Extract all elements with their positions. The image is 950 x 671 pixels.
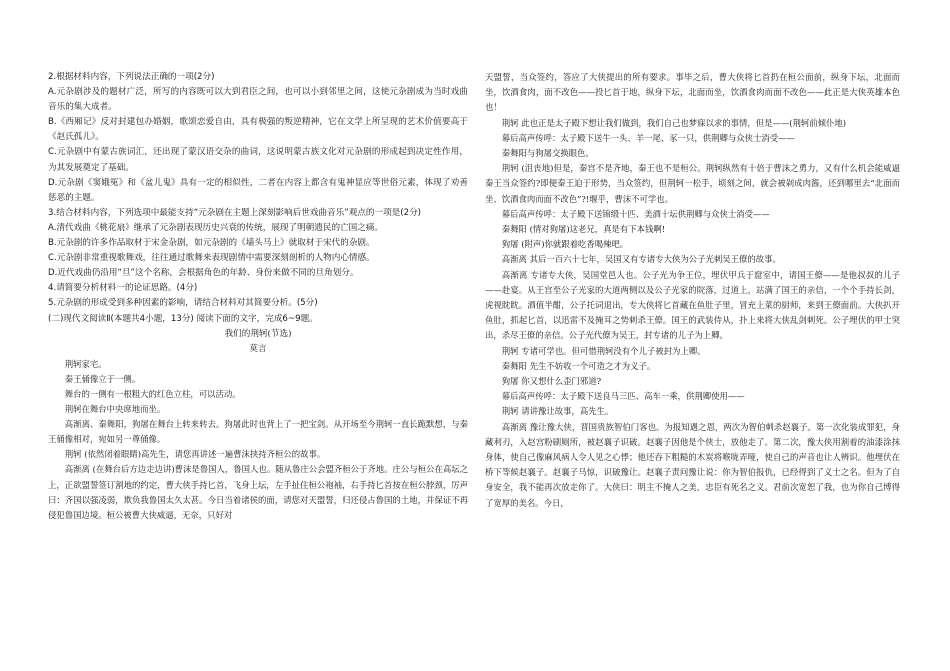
script-line: 高渐离 其后一百六十七年，吴国又有专诸专大侠为公子光刺吴王僚的故事。	[501, 254, 781, 265]
q2-option-c: C.元杂剧中有蒙古族词汇，还出现了蒙汉语交杂的曲词，这说明蒙古族文化对元杂剧的形成起到决定性作用，为其发展奠定了基础。	[48, 147, 468, 173]
script-line: 秦舞阳 (情对狗屠)这老兄，真是有下本钱啊!	[501, 224, 666, 235]
script-line: 荆轲 (依然闭着眼睛)高先生，请您再讲述一遍曹沫挟持齐桓公的故事。	[64, 449, 326, 460]
script-line: 狗屠 (附声)你就跟着吃香喝辣吧。	[501, 239, 629, 250]
script-line: 荆轲 此也正是太子殿下想让我们做到，我们自己也梦寐以求的事情，但是——(荆轲前倾仆地)	[501, 117, 846, 128]
q2-option-a: A.元杂剧涉及的题材广泛，所写的内容既可以大到君臣之间，也可以小到邻里之间，这使元杂剧成为当时戏曲音乐的集大成者。	[48, 87, 468, 113]
script-line: 高渐离 (在舞台后方边走边讲)曹沫是鲁国人，鲁国人也。随从鲁庄公会盟齐桓公于齐地。庄公与桓公在高坛之上，正欲盟誓签订割地的约定，曹大侠手持匕首，飞身上坛，左手扯住桓公袍袖，右手持匕首按在桓公脖颈，厉声曰：齐国以强凌弱，欺负我鲁国太久太甚。今日当着诸侯的面，请您对天盟誓，归还侵占鲁国的土地，并保证不再侵犯鲁国边境。桓公被曹大侠威逼，无奈，只好对	[48, 464, 468, 520]
q3-stem: 3.结合材料内容，下列选项中最能支持“元杂剧在主题上深刻影响后世戏曲音乐”观点的一项是(2分)	[48, 207, 422, 218]
q2-option-b: B.《西厢记》反对封建包办婚姻，歌颂恋爱自由，具有极强的叛逆精神，它在文学上所呈现的艺术价值要高于《赵氏孤儿》。	[48, 117, 468, 143]
script-line: 荆轲 专诸可学也。但可惜荆轲没有个儿子被封为上卿。	[501, 345, 706, 356]
script-line: 荆轲家宅。	[64, 358, 107, 369]
text-title: 我们的荆轲(节选)	[224, 328, 292, 339]
script-line: 高渐离 豫让豫大侠，晋国贵族智伯门客也。为报知遇之恩，两次为智伯刺杀赵襄子。第一次化装成罪犯，身藏利刃，入赵宫粉刷厕所，被赵襄子识破。赵襄子因他是个侠士，放他走了。第二次，豫大侠用割着的油漆涂抹身体，使自己像麻风病人令人见之心悸；他还吞下粗糙的木炭将喉咙弄哑，使自己的声音也让人辨识。他埋伏在桥下等候赵襄子。赵襄子马惊，识破豫让。赵襄子责问豫让说：你为智伯报仇，已经得到了义士之名。但为了自身安全，我不能再次放走你了。大侠曰：明主不掩人之美，忠臣有死名之义。君前次宽恕了我，也为你自己博得了宽厚的美名。今日，	[485, 421, 900, 508]
script-line: 幕后高声传呼：太子殿下送良马三匹、高车一乘，供荆卿使用——	[501, 391, 745, 402]
q3-option-a: A.清代戏曲《桃花扇》继承了元杂剧表现历史兴衰的传统，展现了明朝遗民的亡国之痛。	[48, 222, 384, 233]
script-line: 狗屠 你又想什么歪门邪道?	[501, 376, 602, 387]
script-line: 幕后高声传呼：太子殿下送牛一头、羊一尾、豕一只，供荆卿与众侠士消受——	[501, 132, 795, 143]
section-2-heading: (二)现代文阅读Ⅱ(本题共4小题，13分) 阅读下面的文字，完成6~9题。	[48, 313, 318, 324]
script-line: 幕后高声传呼：太子殿下送锦缎十匹、美酒十坛供荆卿与众侠士消受——	[501, 208, 770, 219]
script-line: 荆轲 请讲豫让故事，高先生。	[501, 406, 614, 417]
q3-option-b: B.元杂剧的许多作品取材于宋金杂剧，如元杂剧的《墙头马上》就取材于宋代的杂剧。	[48, 238, 375, 249]
right-column	[485, 70, 900, 511]
script-line: 秦王俑像立于一侧。	[64, 373, 141, 384]
script-line: 荆轲在舞台中央席地而坐。	[64, 404, 166, 415]
q3-option-c: C.元杂剧非常重视歌舞戏，往往通过歌舞来表现剧情中需要深刻剖析的人物内心情感。	[48, 253, 375, 264]
q2-option-d: D.元杂剧《窦娥冤》和《盆儿鬼》具有一定的相似性，二者在内容上都含有鬼神显应等世俗元素，体现了劝善惩恶的主题。	[48, 177, 468, 203]
script-line: 高渐离 专诸专大侠，吴国堂邑人也。公子光为争王位，埋伏甲兵于窟室中，请国王僚——是他叔叔的儿子——赴宴。从王宫至公子光家的大道两侧以及公子光家的院落，过道上，站满了国王的亲信，一个个手持长剑，虎视眈眈。酒值半酣，公子托词退出，专大侠将匕首藏在鱼肚子里，冒充上菜的厨师，来到王僚面前。大侠扒开鱼肚，抓起匕首，以迅雷不及掩耳之势刺杀王僚。国王的武装侍从，扑上来将大侠乱剑刺死。公子埋伏的甲士突出，杀尽王僚的亲信。公子光代僚为吴王，封专诸的儿子为上卿。	[485, 269, 900, 341]
script-line: 舞台的一侧有一根粗大的红色立柱，可以活动。	[64, 388, 241, 399]
q2-stem: 2.根据材料内容，下列说法正确的一项(2分)	[48, 72, 215, 82]
script-line: 秦舞阳 先生不妨收一个可造之才为义子。	[501, 360, 656, 371]
q4: 4.请简要分析材料一的论证思路。(4分)	[48, 283, 198, 294]
script-line: 荆轲 (沮丧地)但是，秦宫不是齐地，秦王也不是桓公。荆轲纵然有十倍于曹沫之勇力，又有什么机会能威逼秦王当众签约?即便秦王迫于形势，当众签约，但荆轲一松手，顷刻之间，就会被剁成肉酱，还到哪里去“北面而坐、饮酒食肉而面不改色”?!堰乎，曹沫不可学也。	[485, 163, 900, 204]
text-author: 莫言	[249, 343, 267, 354]
script-line: 高渐离、秦舞阳，狗屠在舞台上转来转去。狗屠此时也背上了一把宝剑。从开场至今荆轲一直长跪默想，与秦王俑像相对，宛如另一尊俑像。	[48, 419, 468, 445]
q3-option-d: D.近代戏曲仍沿用“旦”这个名称，会根据角色的年龄、身份来做不同的旦角划分。	[48, 268, 359, 279]
q5: 5.元杂剧的形成受到多种因素的影响，请结合材料对其简要分析。(5分)	[48, 298, 318, 309]
script-line: 秦舞阳与狗屠交换眼色。	[501, 148, 594, 159]
left-column	[48, 70, 468, 523]
script-line: 天盟誓，当众签约，答应了大侠提出的所有要求。事毕之后，曹大侠将匕首扔在桓公面前，纵身下坛，北面而坐，饮酒食肉，面不改色——投匕首于地，纵身下坛，北面而坐，饮酒食肉而面不改色——此正是大侠英雄本色也！	[485, 72, 900, 113]
